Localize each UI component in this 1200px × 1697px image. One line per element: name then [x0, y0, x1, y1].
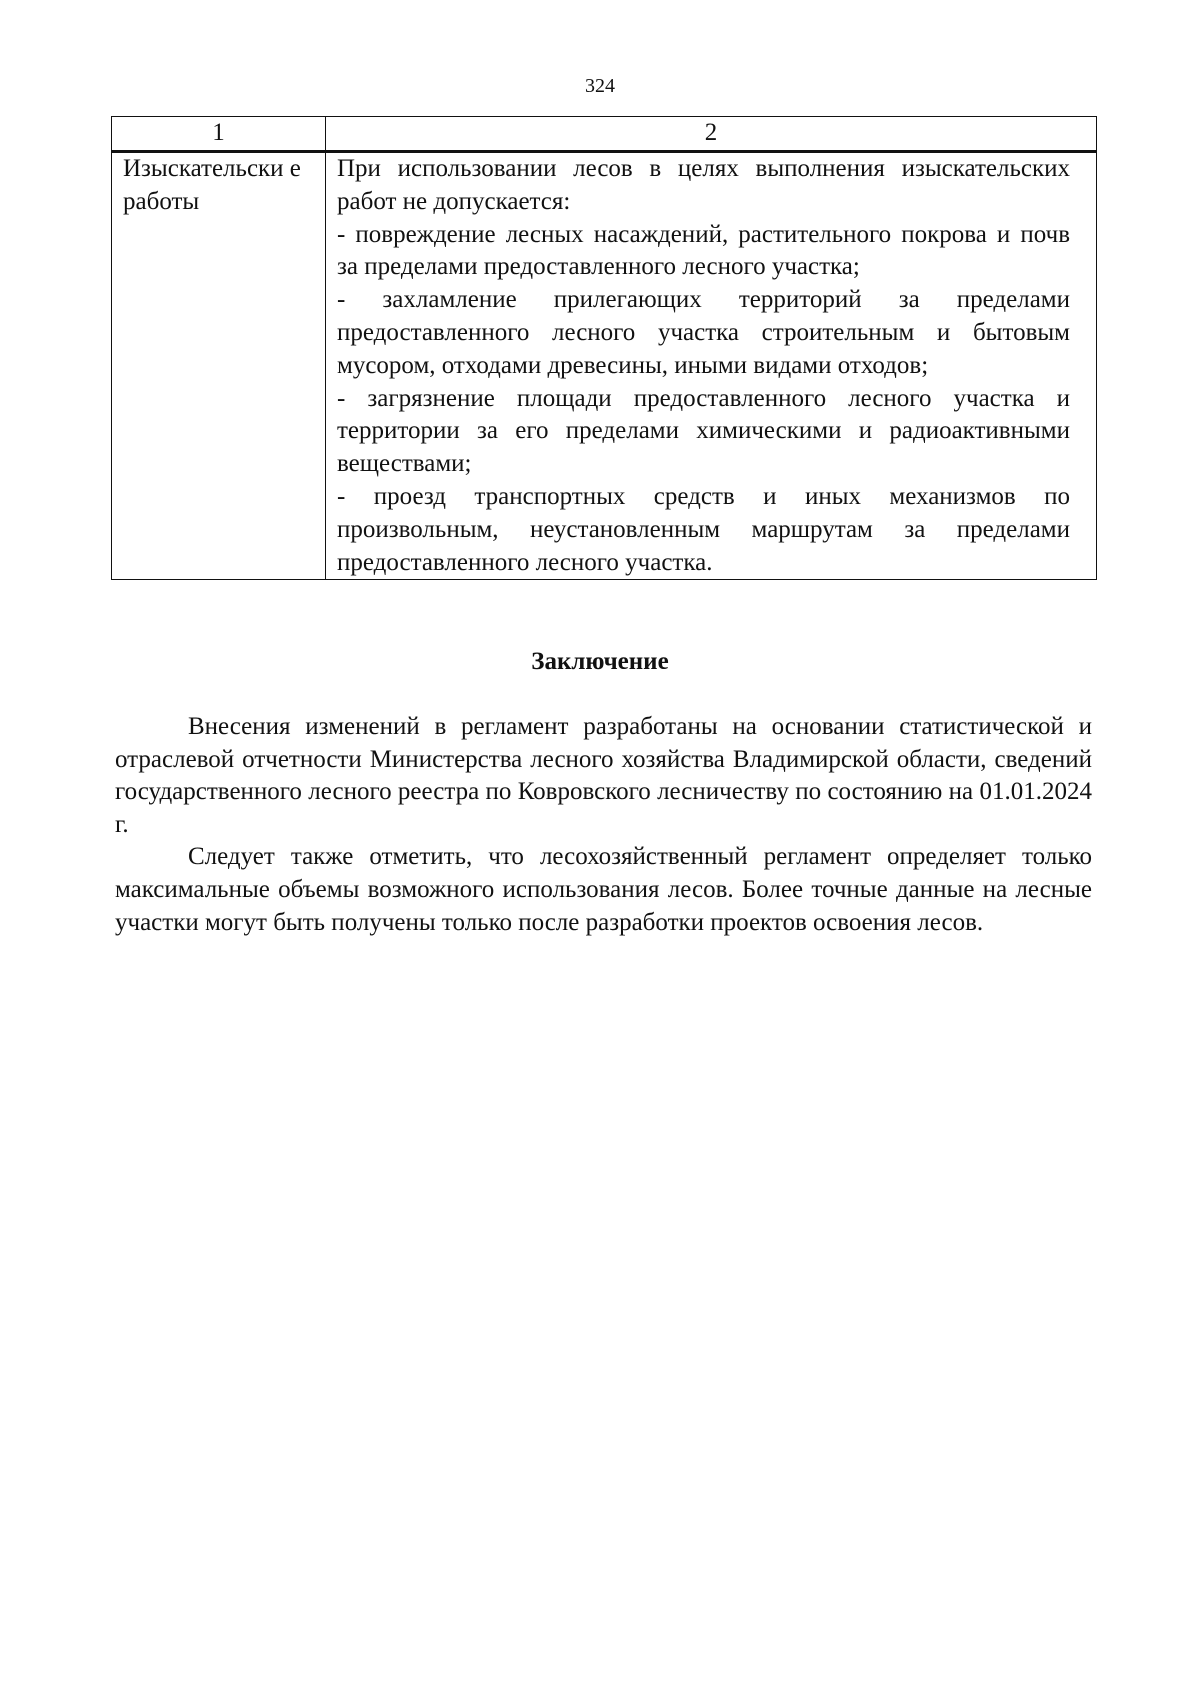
conclusion-paragraph: Внесения изменений в регламент разработаны на основании статистической и отраслевой отчетности Министерства лесного хозяйства Владимирской области, сведений государственного лесного реестра по Ковровского лесничеству по состоянию на 01.01.2024 г. — [115, 713, 1092, 838]
restriction-item: - загрязнение площади предоставленного лесного участка и территории за его пределами химическими и радиоактивными веществами; — [337, 384, 1070, 478]
restriction-item: - проезд транспортных средств и иных механизмов по произвольным, неустановленным маршрутам за пределами предоставленного лесного участка. — [337, 482, 1070, 576]
restrictions-table — [111, 116, 1097, 580]
work-type-cell: Изыскательски е работы — [112, 152, 326, 580]
conclusion-paragraph: Следует также отметить, что лесохозяйственный регламент определяет только максимальные объемы возможного использования лесов. Более точные данные на лесные участки могут быть получены только после разработки проектов освоения лесов. — [115, 843, 1092, 936]
column-header-1: 1 — [112, 117, 326, 152]
table-header-row — [112, 117, 1097, 152]
page-number: 324 — [585, 75, 615, 97]
restriction-item: - повреждение лесных насаждений, растительного покрова и почв за пределами предоставленного лесного участка; — [337, 220, 1070, 281]
conclusion-body — [115, 711, 1092, 939]
restrictions-cell — [326, 152, 1097, 580]
restriction-intro: При использовании лесов в целях выполнения изыскательских работ не допускается: — [337, 155, 1070, 215]
restriction-item: - захламление прилегающих территорий за пределами предоставленного лесного участка строительным и бытовым мусором, отходами древесины, иными видами отходов; — [337, 286, 1070, 379]
table-row — [112, 152, 1097, 580]
column-header-2: 2 — [326, 117, 1097, 152]
conclusion-title: Заключение — [531, 648, 669, 675]
